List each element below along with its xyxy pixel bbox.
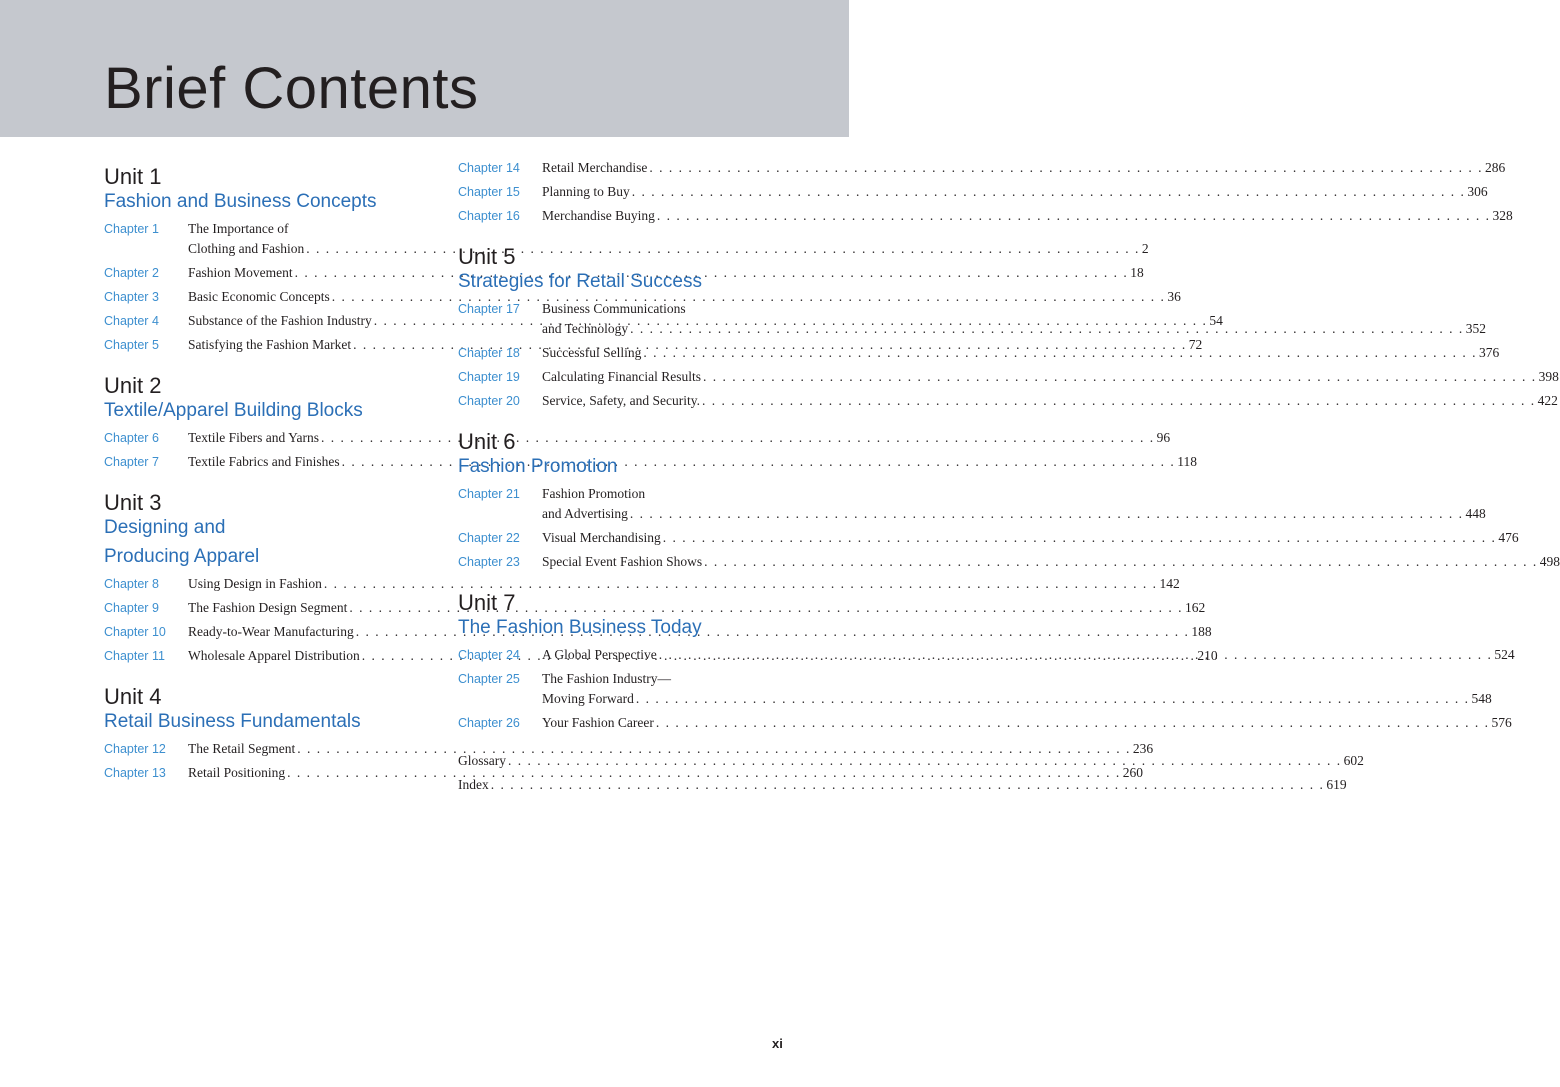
chapter-title: Textile Fibers and Yarns bbox=[188, 430, 320, 445]
chapter-title: The Fashion Industry— bbox=[542, 671, 671, 686]
chapter-label: Chapter 2 bbox=[104, 266, 159, 280]
unit-number: Unit 4 bbox=[104, 684, 162, 709]
chapter-label: Chapter 24 bbox=[458, 648, 520, 662]
entry-line bbox=[542, 689, 1492, 709]
chapter-label: Chapter 25 bbox=[458, 672, 520, 686]
page-number: 18 bbox=[1130, 265, 1144, 280]
back-matter-title: Index bbox=[458, 777, 489, 792]
chapter-label: Chapter 5 bbox=[104, 338, 159, 352]
back-matter-title: Glossary bbox=[458, 753, 506, 768]
chapter-title: Visual Merchandising bbox=[542, 530, 661, 545]
chapter-label: Chapter 14 bbox=[458, 161, 520, 175]
entry-line bbox=[542, 299, 1486, 319]
back-matter-entry bbox=[458, 751, 1364, 771]
chapter-title-block bbox=[542, 158, 1505, 178]
chapter-label: Chapter 16 bbox=[458, 209, 520, 223]
chapter-label: Chapter 17 bbox=[458, 302, 520, 316]
page-number: 306 bbox=[1467, 184, 1488, 199]
page-number: 548 bbox=[1471, 691, 1492, 706]
dot-leader bbox=[630, 319, 1464, 339]
page-number: 448 bbox=[1465, 506, 1486, 521]
chapter-label: Chapter 20 bbox=[458, 394, 520, 408]
unit-number: Unit 2 bbox=[104, 373, 162, 398]
chapter-title-block bbox=[542, 299, 1486, 339]
page-number: 36 bbox=[1167, 289, 1181, 304]
chapter-title-block bbox=[542, 343, 1499, 363]
chapter-title: Planning to Buy bbox=[542, 184, 630, 199]
chapter-label: Chapter 11 bbox=[104, 649, 165, 663]
continued-chapters bbox=[458, 158, 1513, 226]
toc-entry bbox=[104, 739, 1154, 759]
entry-line bbox=[542, 319, 1486, 339]
page-number: 524 bbox=[1494, 647, 1515, 662]
page-number: 576 bbox=[1491, 715, 1512, 730]
dot-leader bbox=[630, 504, 1464, 524]
chapter-title-block bbox=[542, 206, 1513, 226]
chapter-title: and Technology bbox=[542, 321, 629, 336]
entry-line bbox=[542, 343, 1499, 363]
unit-title: The Fashion Business Today bbox=[458, 617, 702, 638]
chapter-title: Your Fashion Career bbox=[542, 715, 654, 730]
toc-entry bbox=[104, 763, 1144, 783]
toc-entry bbox=[458, 182, 1488, 202]
chapter-title-block bbox=[542, 713, 1512, 733]
chapter-title-block bbox=[542, 182, 1488, 202]
entry-line bbox=[542, 206, 1513, 226]
chapter-title: Satisfying the Fashion Market bbox=[188, 337, 352, 352]
entry-line bbox=[542, 552, 1560, 572]
chapter-title: Fashion Promotion bbox=[542, 486, 646, 501]
chapter-title: The Fashion Design Segment bbox=[188, 600, 348, 615]
dot-leader bbox=[649, 158, 1483, 178]
page-number: 422 bbox=[1537, 393, 1558, 408]
chapter-title: Clothing and Fashion bbox=[188, 241, 305, 256]
chapter-title-block bbox=[542, 645, 1515, 665]
unit-title: Textile/Apparel Building Blocks bbox=[104, 400, 363, 421]
page-number: 352 bbox=[1465, 321, 1487, 336]
page-number: 142 bbox=[1159, 576, 1180, 591]
chapter-title: Wholesale Apparel Distribution bbox=[188, 648, 360, 663]
entry-line bbox=[542, 182, 1488, 202]
chapter-title: Textile Fabrics and Finishes bbox=[188, 454, 340, 469]
page-number: 236 bbox=[1132, 741, 1154, 756]
chapter-title: Special Event Fashion Shows bbox=[542, 554, 703, 569]
unit-number: Unit 5 bbox=[458, 244, 516, 269]
chapter-label: Chapter 19 bbox=[458, 370, 520, 384]
entry-line bbox=[542, 645, 1515, 665]
unit-number: Unit 1 bbox=[104, 164, 162, 189]
unit-number: Unit 3 bbox=[104, 490, 162, 515]
entry-line bbox=[542, 158, 1505, 178]
page-number: 2 bbox=[1141, 241, 1149, 256]
title-banner bbox=[0, 0, 849, 137]
toc-entry bbox=[458, 713, 1512, 733]
chapter-title: Fashion Movement bbox=[188, 265, 293, 280]
chapter-label: Chapter 1 bbox=[104, 222, 159, 236]
chapter-title: Service, Safety, and Security. bbox=[542, 393, 700, 408]
chapter-label: Chapter 21 bbox=[458, 487, 520, 501]
chapter-label: Chapter 8 bbox=[104, 577, 159, 591]
entry-line bbox=[542, 669, 1492, 689]
chapter-label: Chapter 23 bbox=[458, 555, 520, 569]
page-number: 260 bbox=[1122, 765, 1144, 780]
chapter-title: A Global Perspective bbox=[542, 647, 657, 662]
chapter-label: Chapter 3 bbox=[104, 290, 159, 304]
chapter-title-block bbox=[542, 528, 1519, 548]
unit-title: Strategies for Retail Success bbox=[458, 271, 702, 292]
toc-entry bbox=[458, 367, 1559, 387]
toc-entry bbox=[458, 206, 1513, 226]
page-number: 619 bbox=[1326, 777, 1347, 792]
chapter-label: Chapter 22 bbox=[458, 531, 520, 545]
chapter-label: Chapter 6 bbox=[104, 431, 159, 445]
toc-entry bbox=[458, 552, 1560, 572]
dot-leader bbox=[663, 528, 1497, 548]
chapter-title: Basic Economic Concepts bbox=[188, 289, 330, 304]
dot-leader bbox=[702, 391, 1536, 411]
back-matter-entry bbox=[458, 775, 1347, 795]
chapter-title-block bbox=[542, 669, 1492, 709]
page-number: 286 bbox=[1484, 160, 1506, 175]
toc-entry bbox=[458, 528, 1519, 548]
chapter-title: Calculating Financial Results bbox=[542, 369, 701, 384]
dot-leader bbox=[636, 689, 1470, 709]
page-number: 328 bbox=[1492, 208, 1513, 223]
unit-title: Designing and bbox=[104, 517, 226, 538]
dot-leader bbox=[657, 206, 1491, 226]
page-number: 162 bbox=[1184, 600, 1206, 615]
page-title: Brief Contents bbox=[104, 56, 479, 121]
unit-number: Unit 7 bbox=[458, 590, 516, 615]
unit-title: Fashion Promotion bbox=[458, 456, 618, 477]
dot-leader bbox=[704, 552, 1538, 572]
page-number: 376 bbox=[1479, 345, 1500, 360]
entry-line bbox=[542, 391, 1558, 411]
toc-entry bbox=[458, 158, 1506, 178]
page-number: 602 bbox=[1343, 753, 1364, 768]
chapter-label: Chapter 15 bbox=[458, 185, 520, 199]
toc-entry bbox=[458, 484, 1486, 524]
chapter-title: Successful Selling bbox=[542, 345, 642, 360]
toc-entry bbox=[458, 669, 1492, 709]
entry-line bbox=[542, 504, 1486, 524]
chapter-label: Chapter 4 bbox=[104, 314, 159, 328]
toc-entry bbox=[104, 287, 1181, 307]
entry-line bbox=[542, 367, 1559, 387]
chapter-label: Chapter 18 bbox=[458, 346, 520, 360]
chapter-title: Retail Positioning bbox=[188, 765, 286, 780]
dot-leader bbox=[643, 343, 1477, 363]
chapter-label: Chapter 10 bbox=[104, 625, 166, 639]
chapter-label: Chapter 13 bbox=[104, 766, 166, 780]
chapter-title: Using Design in Fashion bbox=[188, 576, 322, 591]
page-number: 54 bbox=[1209, 313, 1223, 328]
chapter-title-block bbox=[542, 484, 1486, 524]
page-number: 188 bbox=[1191, 624, 1212, 639]
chapter-title: Substance of the Fashion Industry bbox=[188, 313, 372, 328]
chapter-title: Moving Forward bbox=[542, 691, 634, 706]
chapter-title: The Importance of bbox=[188, 221, 289, 236]
chapter-title: Ready-to-Wear Manufacturing bbox=[188, 624, 354, 639]
dot-leader bbox=[659, 645, 1493, 665]
page-number: 210 bbox=[1197, 648, 1218, 663]
entry-line bbox=[542, 528, 1519, 548]
unit-number: Unit 6 bbox=[458, 429, 516, 454]
page-number: 118 bbox=[1177, 454, 1198, 469]
chapter-title-block bbox=[542, 552, 1560, 572]
unit-title: Retail Business Fundamentals bbox=[104, 711, 361, 732]
chapter-title: The Retail Segment bbox=[188, 741, 296, 756]
chapter-title-block bbox=[542, 367, 1559, 387]
chapter-title: Merchandise Buying bbox=[542, 208, 655, 223]
chapter-title-block bbox=[542, 391, 1558, 411]
chapter-title: Retail Merchandise bbox=[542, 160, 648, 175]
dot-leader bbox=[632, 182, 1466, 202]
page-folio: xi bbox=[772, 1036, 783, 1051]
page-number: 476 bbox=[1498, 530, 1519, 545]
chapter-title: and Advertising bbox=[542, 506, 628, 521]
entry-line bbox=[542, 713, 1512, 733]
page-number: 96 bbox=[1156, 430, 1171, 445]
chapter-label: Chapter 12 bbox=[104, 742, 166, 756]
entry-line bbox=[542, 484, 1486, 504]
unit-title: Producing Apparel bbox=[104, 546, 260, 567]
dot-leader bbox=[491, 775, 1325, 795]
unit-title: Fashion and Business Concepts bbox=[104, 191, 377, 212]
chapter-title: Business Communications bbox=[542, 301, 686, 316]
dot-leader bbox=[508, 751, 1342, 771]
page-number: 498 bbox=[1539, 554, 1560, 569]
dot-leader bbox=[656, 713, 1490, 733]
chapter-label: Chapter 7 bbox=[104, 455, 159, 469]
page-number: 398 bbox=[1538, 369, 1559, 384]
chapter-label: Chapter 26 bbox=[458, 716, 520, 730]
toc-entry bbox=[458, 391, 1558, 411]
toc-entry bbox=[104, 574, 1180, 594]
dot-leader bbox=[703, 367, 1537, 387]
page-number: 72 bbox=[1188, 337, 1203, 352]
chapter-label: Chapter 9 bbox=[104, 601, 159, 615]
